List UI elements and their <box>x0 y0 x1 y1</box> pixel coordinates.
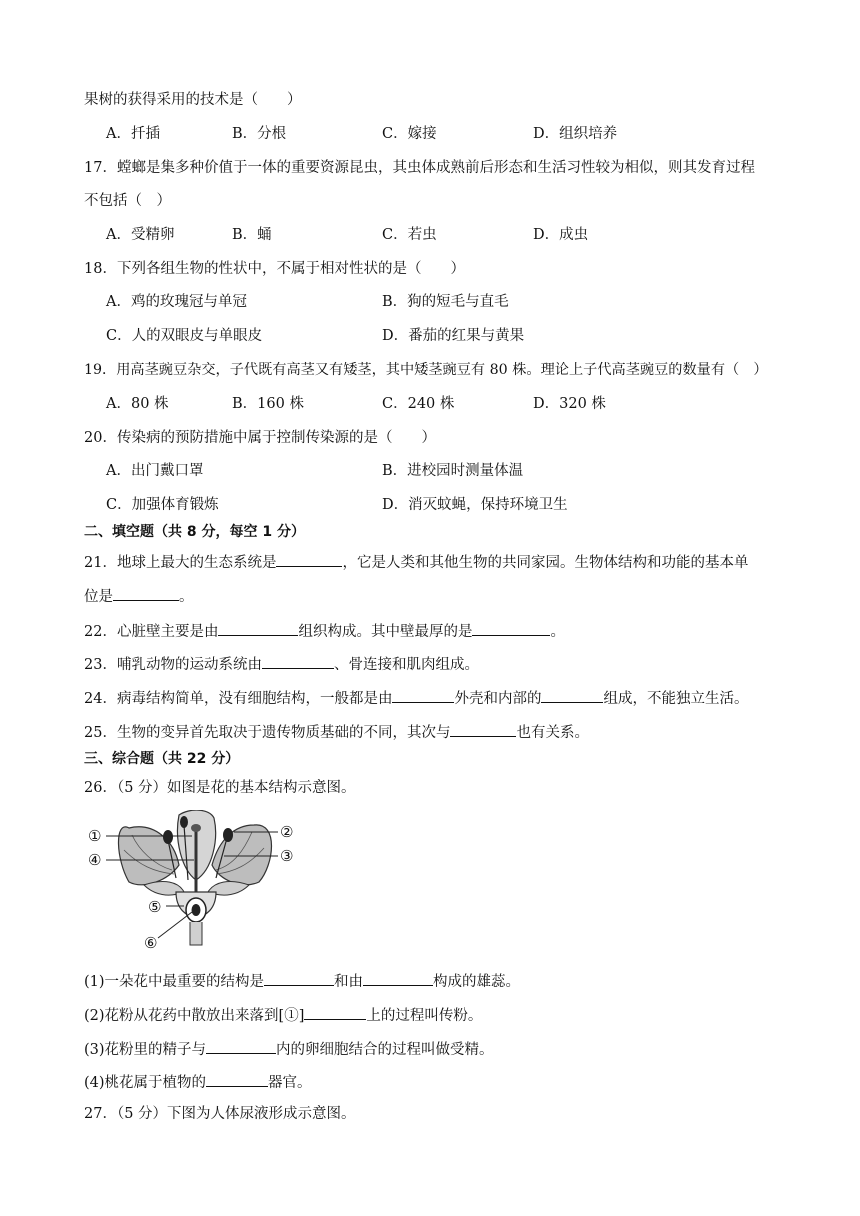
q21-line2 <box>84 585 194 607</box>
q26-p3-text-a: (3)花粉里的精子与 <box>84 1042 207 1058</box>
q25-blank-1[interactable] <box>450 721 516 737</box>
q18-option-d: D．番茄的红果与黄果 <box>382 328 525 344</box>
q26-p2-blank-1[interactable] <box>304 1004 366 1020</box>
q26-p3-text-b: 内的卵细胞结合的过程叫做受精。 <box>276 1042 494 1058</box>
anther-right <box>223 828 233 842</box>
q22-text-c: 。 <box>550 624 565 640</box>
q26-p4-blank-1[interactable] <box>206 1071 268 1087</box>
q16-option-c: C．嫁接 <box>382 126 437 142</box>
label-6: ⑥ <box>144 934 158 952</box>
q16-option-b: B．分根 <box>232 126 287 142</box>
q24-blank-1[interactable] <box>392 687 454 703</box>
q20-option-a: A．出门戴口罩 <box>106 463 204 479</box>
q26-p1-blank-2[interactable] <box>363 970 433 986</box>
q18-option-a: A．鸡的玫瑰冠与单冠 <box>106 294 247 310</box>
q23-text-b: 、骨连接和肌肉组成。 <box>333 657 479 673</box>
q26-p1-text-b: 和由 <box>334 974 364 990</box>
q24-text-b: 外壳和内部的 <box>454 691 542 707</box>
section-3-heading: 三、综合题（共 22 分） <box>84 751 240 767</box>
q17-option-d: D．成虫 <box>533 227 589 243</box>
q27-stem: 27．（5 分）下图为人体尿液形成示意图。 <box>84 1106 356 1122</box>
q22-blank-2[interactable] <box>472 620 550 636</box>
q21-blank-1[interactable] <box>276 551 342 567</box>
label-5: ⑤ <box>148 898 162 916</box>
q25-line <box>84 721 589 743</box>
q17-stem-line1: 17．螳螂是集多种价值于一体的重要资源昆虫，其虫体成熟前后形态和生活习性较为相似，则其发育过程 <box>84 160 755 176</box>
q21-text-b: ，它是人类和其他生物的共同家园。生物体结构和功能的基本单 <box>342 555 749 571</box>
q21-text-c: 位是 <box>84 589 113 605</box>
q21-text-a: 21．地球上最大的生态系统是 <box>84 555 277 571</box>
q20-option-d: D．消灭蚊蝇，保持环境卫生 <box>382 497 568 513</box>
q23-blank-1[interactable] <box>262 653 334 669</box>
q21-line1 <box>84 551 748 573</box>
q26-p2-text-a: (2)花粉从花药中散放出来落到[①] <box>84 1008 305 1024</box>
q16-stem-cont: 果树的获得采用的技术是（ ） <box>84 92 302 108</box>
flower-structure-diagram <box>84 810 309 955</box>
q19-stem: 19．用高茎豌豆杂交，子代既有高茎又有矮茎，其中矮茎豌豆有 80 株。理论上子代高茎豌豆的数量有（ ） <box>84 362 768 378</box>
right-petal <box>212 825 272 885</box>
q16-option-a: A．扦插 <box>106 126 160 142</box>
label-2: ② <box>280 823 294 841</box>
q17-option-c: C．若虫 <box>382 227 437 243</box>
label-1: ① <box>88 827 102 845</box>
q25-text-a: 25．生物的变异首先取决于遗传物质基础的不同，其次与 <box>84 725 451 741</box>
q26-part2 <box>84 1004 482 1026</box>
q19-option-b: B．160 株 <box>232 396 304 412</box>
q18-option-c: C．人的双眼皮与单眼皮 <box>106 328 263 344</box>
q20-stem: 20．传染病的预防措施中属于控制传染源的是（ ） <box>84 430 436 446</box>
q16-option-d: D．组织培养 <box>533 126 618 142</box>
q17-stem-line2: 不包括（ ） <box>84 193 171 209</box>
section-2-heading: 二、填空题（共 8 分，每空 1 分） <box>84 524 305 540</box>
q26-stem: 26．（5 分）如图是花的基本结构示意图。 <box>84 780 356 796</box>
q24-blank-2[interactable] <box>541 687 603 703</box>
q19-option-c: C．240 株 <box>382 396 455 412</box>
q22-text-b: 组织构成。其中壁最厚的是 <box>298 624 473 640</box>
q23-text-a: 23．哺乳动物的运动系统由 <box>84 657 262 673</box>
q26-p3-blank-1[interactable] <box>206 1038 276 1054</box>
q19-option-a: A．80 株 <box>106 396 169 412</box>
q26-p1-text-a: (1)一朵花中最重要的结构是 <box>84 974 265 990</box>
anther-left <box>163 830 173 844</box>
q25-text-b: 也有关系。 <box>516 725 589 741</box>
q26-p4-text-a: (4)桃花属于植物的 <box>84 1075 207 1091</box>
q21-text-d: 。 <box>179 589 194 605</box>
q17-option-b: B．蛹 <box>232 227 272 243</box>
q22-line <box>84 620 565 642</box>
q26-p4-text-b: 器官。 <box>268 1075 312 1091</box>
q19-option-d: D．320 株 <box>533 396 606 412</box>
label-4: ④ <box>88 851 102 869</box>
q17-option-a: A．受精卵 <box>106 227 175 243</box>
q26-part1 <box>84 970 520 992</box>
q26-p2-text-b: 上的过程叫传粉。 <box>366 1008 483 1024</box>
label-3: ③ <box>280 847 294 865</box>
q26-p1-blank-1[interactable] <box>264 970 334 986</box>
q21-blank-2[interactable] <box>113 585 179 601</box>
q26-p1-text-c: 构成的雄蕊。 <box>433 974 521 990</box>
q20-option-c: C．加强体育锻炼 <box>106 497 219 513</box>
q24-text-c: 组成，不能独立生活。 <box>603 691 749 707</box>
q18-option-b: B．狗的短毛与直毛 <box>382 294 509 310</box>
stigma <box>191 824 201 832</box>
q24-text-a: 24．病毒结构简单，没有细胞结构，一般都是由 <box>84 691 393 707</box>
q26-part3 <box>84 1038 494 1060</box>
q22-text-a: 22．心脏壁主要是由 <box>84 624 219 640</box>
q23-line <box>84 653 479 675</box>
q18-stem: 18．下列各组生物的性状中，不属于相对性状的是（ ） <box>84 261 465 277</box>
q20-option-b: B．进校园时测量体温 <box>382 463 524 479</box>
q22-blank-1[interactable] <box>218 620 298 636</box>
ovule <box>192 904 201 916</box>
q26-part4 <box>84 1071 312 1093</box>
q24-line <box>84 687 748 709</box>
